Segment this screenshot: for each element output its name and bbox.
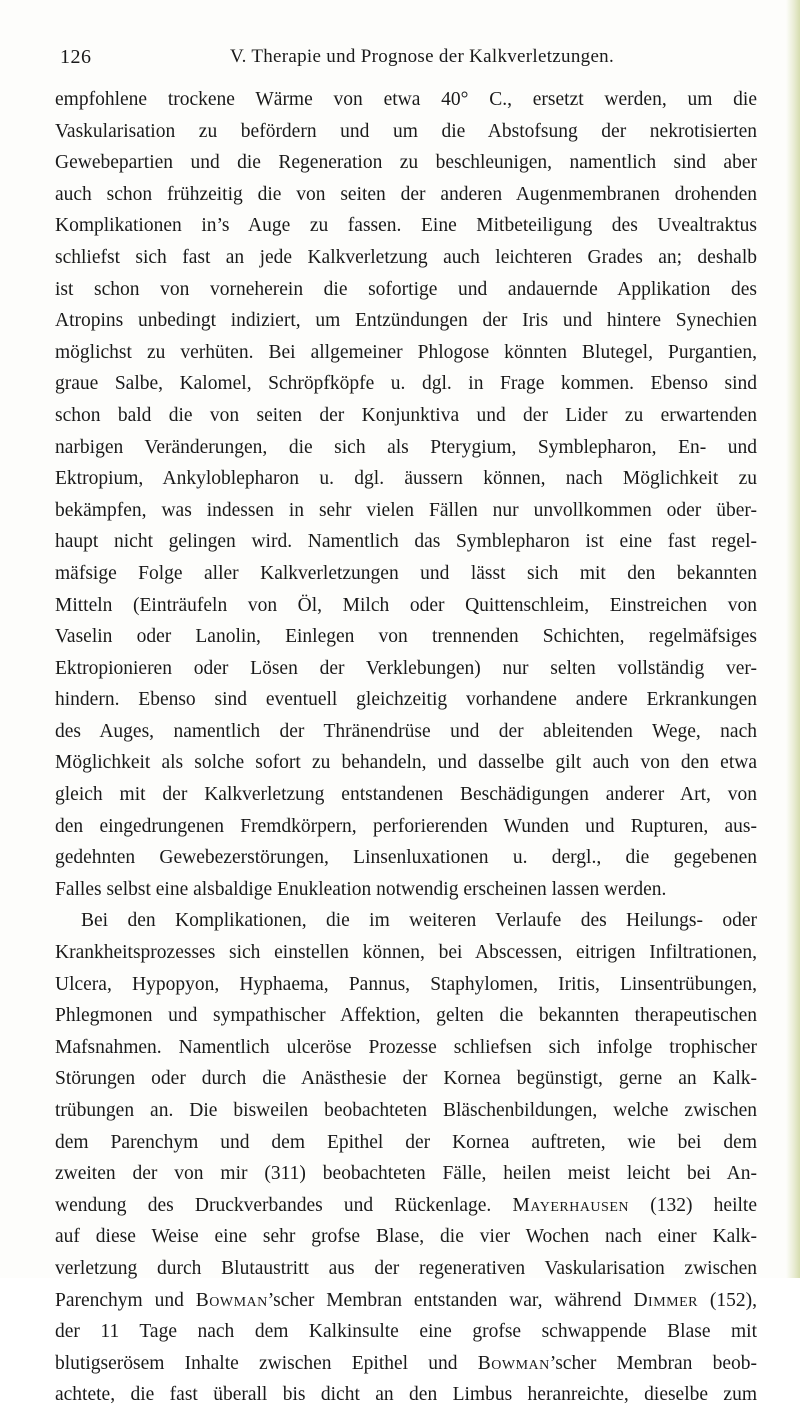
text-line: Parenchym und Bowman’scher Membran entstanden war, während Dimmer (152), xyxy=(55,1289,757,1311)
text-line: Ulcera, Hypopyon, Hyphaema, Pannus, Staphylomen, Iritis, Linsentrübungen, xyxy=(55,973,757,995)
running-head: V. Therapie und Prognose der Kalkverletzungen. xyxy=(230,46,615,67)
text-line: Krankheitsprozesses sich einstellen können, bei Abscessen, eitrigen Infiltrationen, xyxy=(55,942,757,964)
text-line: gleich mit der Kalkverletzung entstandenen Beschädigungen anderer Art, von xyxy=(55,784,757,806)
body-text xyxy=(55,84,757,1411)
text-line: schliefst sich fast an jede Kalkverletzung auch leichteren Grades an; deshalb xyxy=(55,246,757,268)
text-line: möglichst zu verhüten. Bei allgemeiner Phlogose könnten Blutegel, Purgantien, xyxy=(55,341,757,363)
text-line: schon bald die von seiten der Konjunktiva und der Lider zu erwartenden xyxy=(55,404,757,426)
text-line: bekämpfen, was indessen in sehr vielen Fällen nur unvollkommen oder über- xyxy=(55,499,757,521)
text-line: Mafsnahmen. Namentlich ulceröse Prozesse schliefsen sich infolge trophischer xyxy=(55,1036,757,1058)
page-number: 126 xyxy=(60,46,92,68)
text-line: blutigserösem Inhalte zwischen Epithel und Bowman’scher Membran beob- xyxy=(55,1352,757,1374)
page-header xyxy=(60,46,740,76)
text-line: Atropins unbedingt indiziert, um Entzündungen der Iris und hintere Synechien xyxy=(55,310,757,332)
text-line: Mitteln (Einträufeln von Öl, Milch oder Quittenschleim, Einstreichen von xyxy=(55,594,757,616)
text-line: gedehnten Gewebezerstörungen, Linsenluxationen u. dergl., die gegebenen xyxy=(55,847,757,869)
text-line: haupt nicht gelingen wird. Namentlich das Symblepharon ist eine fast regel- xyxy=(55,531,757,553)
text-line: dem Parenchym und dem Epithel der Kornea auftreten, wie bei dem xyxy=(55,1131,757,1153)
text-line: empfohlene trockene Wärme von etwa 40° C., ersetzt werden, um die xyxy=(55,89,757,110)
text-line: Ektropionieren oder Lösen der Verklebungen) nur selten vollständig ver- xyxy=(55,657,757,679)
text-line: Phlegmonen und sympathischer Affektion, gelten die bekannten therapeutischen xyxy=(55,1005,757,1027)
text-line: Möglichkeit als solche sofort zu behandeln, und dasselbe gilt auch von den etwa xyxy=(55,752,757,774)
text-line: achtete, die fast überall bis dicht an den Limbus heranreichte, dieselbe zum xyxy=(55,1384,757,1406)
text-line: auch schon frühzeitig die von seiten der anderen Augenmembranen drohenden xyxy=(55,183,757,205)
text-line: des Auges, namentlich der Thränendrüse und der ableitenden Wege, nach xyxy=(55,720,757,742)
text-line: Gewebepartien und die Regeneration zu beschleunigen, namentlich sind aber xyxy=(55,152,757,174)
scan-edge-shadow xyxy=(786,0,800,1278)
text-line: graue Salbe, Kalomel, Schröpfköpfe u. dgl. in Frage kommen. Ebenso sind xyxy=(55,373,757,395)
text-line: den eingedrungenen Fremdkörpern, perforierenden Wunden und Rupturen, aus- xyxy=(55,815,757,837)
text-line: Falles selbst eine alsbaldige Enukleation notwendig erscheinen lassen werden. xyxy=(55,878,667,900)
text-line: hindern. Ebenso sind eventuell gleichzeitig vorhandene andere Erkrankungen xyxy=(55,689,757,711)
text-line: der 11 Tage nach dem Kalkinsulte eine grofse schwappende Blase mit xyxy=(55,1321,757,1343)
text-line: Komplikationen in’s Auge zu fassen. Eine Mitbeteiligung des Uvealtraktus xyxy=(55,215,757,237)
text-line: Störungen oder durch die Anästhesie der Kornea begünstigt, gerne an Kalk- xyxy=(55,1068,757,1090)
text-line: Vaselin oder Lanolin, Einlegen von trennenden Schichten, regelmäfsiges xyxy=(55,626,757,648)
text-line: auf diese Weise eine sehr grofse Blase, die vier Wochen nach einer Kalk- xyxy=(55,1226,757,1248)
text-line: wendung des Druckverbandes und Rückenlage. Mayerhausen (132) heilte xyxy=(55,1194,757,1216)
text-line: Bei den Komplikationen, die im weiteren Verlaufe des Heilungs- oder xyxy=(81,910,757,932)
text-line: zweiten der von mir (311) beobachteten Fälle, heilen meist leicht bei An- xyxy=(55,1163,757,1185)
text-line: ist schon von vorneherein die sofortige und andauernde Applikation des xyxy=(55,278,757,300)
text-line: verletzung durch Blutaustritt aus der regenerativen Vaskularisation zwischen xyxy=(55,1257,757,1279)
text-line: Vaskularisation zu befördern und um die Abstofsung der nekrotisierten xyxy=(55,120,757,142)
text-line: narbigen Veränderungen, die sich als Pterygium, Symblepharon, En- und xyxy=(55,436,757,458)
text-line: Ektropium, Ankyloblepharon u. dgl. äussern können, nach Möglichkeit zu xyxy=(55,468,757,490)
text-line: trübungen an. Die bisweilen beobachteten Bläschenbildungen, welche zwischen xyxy=(55,1100,757,1121)
text-line: mäfsige Folge aller Kalkverletzungen und lässt sich mit den bekannten xyxy=(55,562,757,584)
